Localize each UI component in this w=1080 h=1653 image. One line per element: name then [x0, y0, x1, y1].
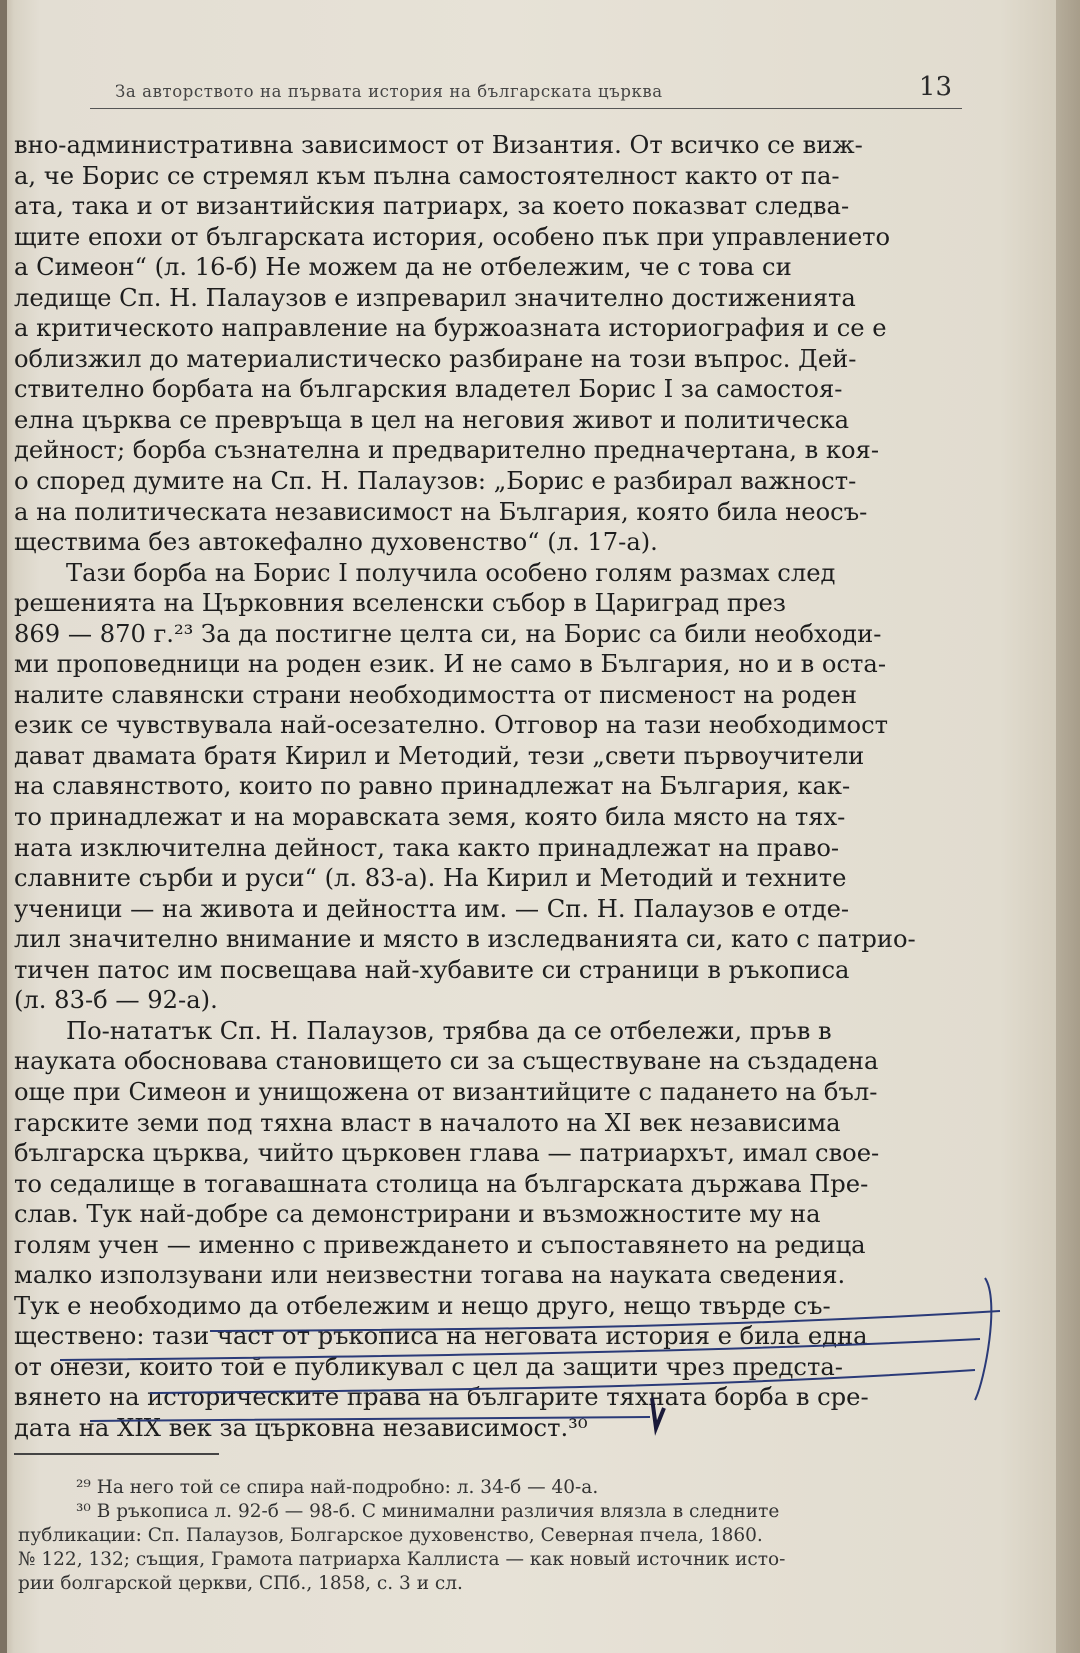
paragraph [14, 130, 974, 558]
text-line: науката обосновава становището си за съществуване на създадена [14, 1047, 879, 1076]
text-line: По-нататък Сп. Н. Палаузов, трябва да се отбележи, пръв в [66, 1016, 832, 1045]
scan-edge [1056, 0, 1080, 1653]
text-line: ми проповедници на роден език. И не само в България, но и в оста- [14, 650, 886, 679]
text-line: вно-административна зависимост от Византия. От всичко се виж- [14, 131, 863, 159]
text-line: дават двамата братя Кирил и Методий, тези „свети първоучители [14, 741, 865, 770]
text-line: ществено: тази част от ръкописа на неговата история е била една [14, 1322, 868, 1351]
text-line: ата, така и от византийския патриарх, за което показват следва- [14, 192, 850, 221]
text-line: ната изключителна дейност, така както принадлежат на право- [14, 833, 840, 862]
text-line: слав. Тук най-добре са демонстрирани и възможностите му на [14, 1200, 821, 1229]
text-line: а Симеон“ (л. 16-б) Не можем да не отбележим, че с това си [14, 253, 792, 282]
footnote-rule [14, 1453, 219, 1455]
footnote-line: публикации: Сп. Палаузов, Болгарское духовенство, Северная пчела, 1860. [18, 1525, 763, 1546]
page-number: 13 [918, 72, 952, 102]
text-line: Тук е необходимо да отбележим и нещо друго, нещо твърде съ- [14, 1291, 831, 1320]
pen-bracket [975, 1278, 991, 1400]
text-line: на славянството, които по равно принадлежат на България, как- [14, 772, 851, 801]
running-title: За авторството на първата история на българската църква [115, 82, 663, 101]
footnote-line: № 122, 132; същия, Грамота патриарха Каллиста — как новый источник исто- [18, 1549, 786, 1570]
text-line: още при Симеон и унищожена от византийците с падането на бъл- [14, 1077, 878, 1106]
page-binding-shadow [0, 0, 7, 1653]
page-header [90, 68, 962, 109]
text-line: ществима без автокефално духовенство“ (л. 17-а). [14, 528, 658, 557]
text-line: голям учен — именно с привеждането и съпоставянето на редица [14, 1230, 866, 1259]
text-line: език се чувствувала най-осезателно. Отговор на тази необходимост [14, 711, 889, 740]
text-line: ствително борбата на българския владетел Борис I за самостоя- [14, 375, 843, 404]
text-line: дейност; борба съзнателна и предварително предначертана, в коя- [14, 436, 879, 465]
text-line: то принадлежат и на моравската земя, която била място на тях- [14, 803, 846, 832]
text-line: дата на XIX век за църковна независимост.³⁰ [14, 1413, 588, 1442]
text-line: от онези, които той е публикувал с цел да защити чрез предста- [14, 1352, 843, 1381]
text-line: лил значително внимание и място в изследванията си, като с патрио- [14, 925, 916, 954]
footnote-line: ²⁹ На него той се спира най-подробно: л. 34-б — 40-а. [76, 1477, 599, 1498]
paragraph [14, 1016, 974, 1444]
text-line: ученици — на живота и дейността им. — Сп. Н. Палаузов е отде- [14, 894, 850, 923]
text-line: о според думите на Сп. Н. Палаузов: „Борис е разбирал важност- [14, 467, 857, 496]
text-line: българска църква, чийто църковен глава — патриархът, имал свое- [14, 1139, 880, 1168]
paragraph [14, 558, 974, 1016]
text-line: облизжил до материалистическо разбиране на този въпрос. Дей- [14, 344, 857, 373]
text-line: налите славянски страни необходимостта от писменост на роден [14, 680, 857, 709]
text-line: тичен патос им посвещава най-хубавите си страници в ръкописа [14, 955, 850, 984]
text-line: Тази борба на Борис I получила особено голям размах след [66, 558, 836, 587]
text-line: (л. 83-б — 92-а). [14, 986, 218, 1015]
text-line: вянето на историческите права на българите тяхната борба в сре- [14, 1383, 869, 1412]
text-line: ледище Сп. Н. Палаузов е изпреварил значително достиженията [14, 283, 856, 312]
text-line: малко използувани или неизвестни тогава на науката сведения. [14, 1261, 846, 1290]
text-line: а критическото направление на буржоазната историография и се е [14, 314, 887, 343]
text-line: решенията на Църковния вселенски събор в Цариград през [14, 589, 786, 618]
footnote-line: ³⁰ В ръкописа л. 92-б — 98-б. С минимални различия влязла в следните [76, 1501, 780, 1522]
footnote-line: рии болгарской церкви, СПб., 1858, с. 3 и сл. [18, 1573, 463, 1594]
text-line: щите епохи от българската история, особено пък при управлението [14, 222, 891, 251]
text-line: гарските земи под тяхна власт в началото на XI век независима [14, 1108, 841, 1137]
text-line: то седалище в тогавашната столица на българската държава Пре- [14, 1169, 869, 1198]
main-text [14, 130, 974, 1444]
text-line: а на политическата независимост на България, която била неосъ- [14, 497, 868, 526]
text-line: елна църква се превръща в цел на неговия живот и политическа [14, 405, 850, 434]
text-line: 869 — 870 г.²³ За да постигне целта си, на Борис са били необходи- [14, 619, 882, 648]
footnotes [18, 1476, 978, 1596]
text-line: славните сърби и руси“ (л. 83-а). На Кирил и Методий и техните [14, 864, 847, 893]
text-line: а, че Борис се стремял към пълна самостоятелност както от па- [14, 161, 840, 190]
